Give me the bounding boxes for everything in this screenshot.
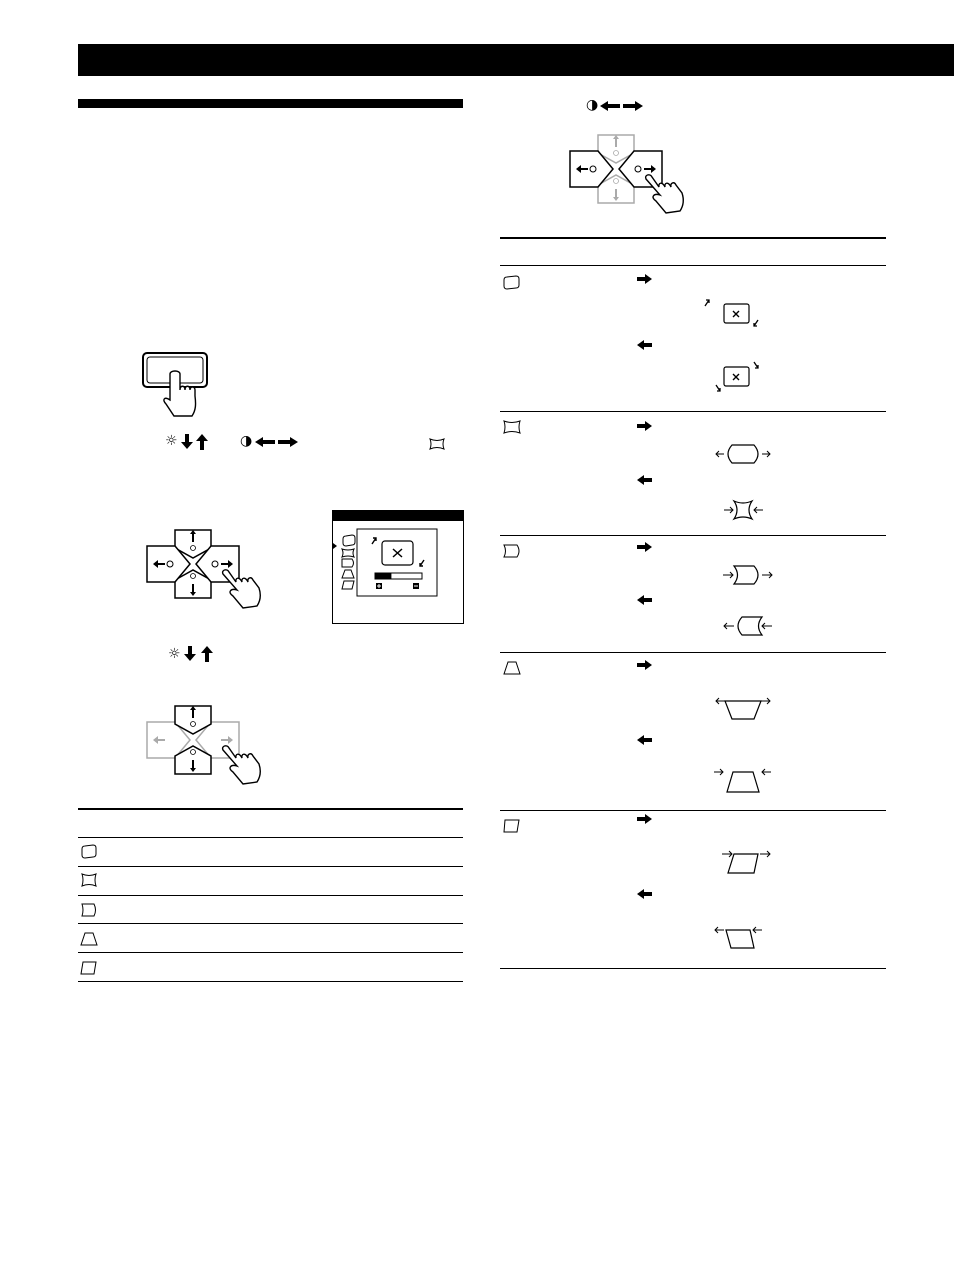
control-keypad-leftright-illustration: [568, 133, 698, 218]
left-table-row-rule: [78, 866, 463, 867]
right-table-section-parallelogram: [500, 810, 886, 968]
trapezoid-icon: [504, 662, 520, 674]
left-table-row-rule: [78, 923, 463, 924]
left-table-row-trapezoid: [80, 932, 98, 946]
hand-icon: [223, 746, 261, 784]
left-table-header-rule: [78, 837, 463, 838]
right-table-bottom-rule: [500, 968, 886, 969]
left-arrow-icon: [600, 101, 620, 111]
right-arrow-icon: [623, 101, 643, 111]
right-arrow-icon: [637, 274, 652, 284]
hand-icon: [646, 175, 684, 213]
parallelogram-icon: [504, 820, 519, 832]
down-arrow-icon: [181, 434, 193, 450]
contrast-icon: ◑: [240, 433, 253, 449]
trapezoid-icon: [81, 933, 97, 945]
pin-balance-icon: [504, 545, 519, 557]
up-arrow-icon: [201, 646, 213, 662]
pincushion-icon: [504, 421, 520, 433]
left-arrow-icon: [637, 889, 652, 899]
left-table-bottom-rule: [78, 981, 463, 982]
left-arrow-icon: [637, 735, 652, 745]
parallelogram-icon: [81, 962, 96, 974]
section-heading-rule: [78, 99, 463, 108]
pin-balance-icon: [82, 904, 96, 916]
osd-menu-screen: [332, 510, 464, 624]
right-arrow-icon: [637, 814, 652, 824]
menu-button-illustration: [140, 350, 220, 420]
left-table-row-pin-balance: [80, 903, 98, 917]
left-arrow-icon: [637, 595, 652, 605]
control-keypad-updown-illustration: [145, 704, 275, 789]
left-arrow-icon: [255, 437, 275, 447]
right-arrow-icon: [278, 437, 298, 447]
left-table-row-rule: [78, 895, 463, 896]
right-table-section-pincushion: [500, 411, 886, 535]
right-table-section-pin-balance: [500, 535, 886, 652]
hand-icon: [223, 570, 261, 608]
left-table-top-rule: [78, 808, 463, 810]
left-table-row-rotation: [80, 845, 98, 859]
rotation-icon: [504, 276, 519, 289]
right-arrow-icon: [637, 660, 652, 670]
page-header-bar: [78, 44, 954, 76]
left-arrow-icon: [637, 340, 652, 350]
rotation-icon: [82, 845, 96, 858]
right-table-top-rule: [500, 237, 886, 239]
left-table-row-parallelogram: [80, 961, 98, 975]
contrast-icon: ◑: [586, 97, 599, 113]
pincushion-icon: [82, 874, 96, 886]
left-table-row-pincushion: [80, 873, 98, 887]
down-arrow-icon: [184, 646, 196, 662]
right-table-section-trapezoid: [500, 652, 886, 810]
osd-level-fill: [375, 573, 391, 579]
pincushion-icon: [429, 438, 445, 450]
right-arrow-icon: [637, 542, 652, 552]
right-arrow-icon: [637, 421, 652, 431]
left-arrow-icon: [637, 475, 652, 485]
control-keypad-illustration: [145, 528, 275, 613]
brightness-icon-step3: ☼: [168, 646, 181, 662]
right-table-section-rotation: [500, 265, 886, 411]
left-table-row-rule: [78, 952, 463, 953]
up-arrow-icon: [196, 434, 208, 450]
brightness-icon: ☼: [165, 433, 178, 449]
